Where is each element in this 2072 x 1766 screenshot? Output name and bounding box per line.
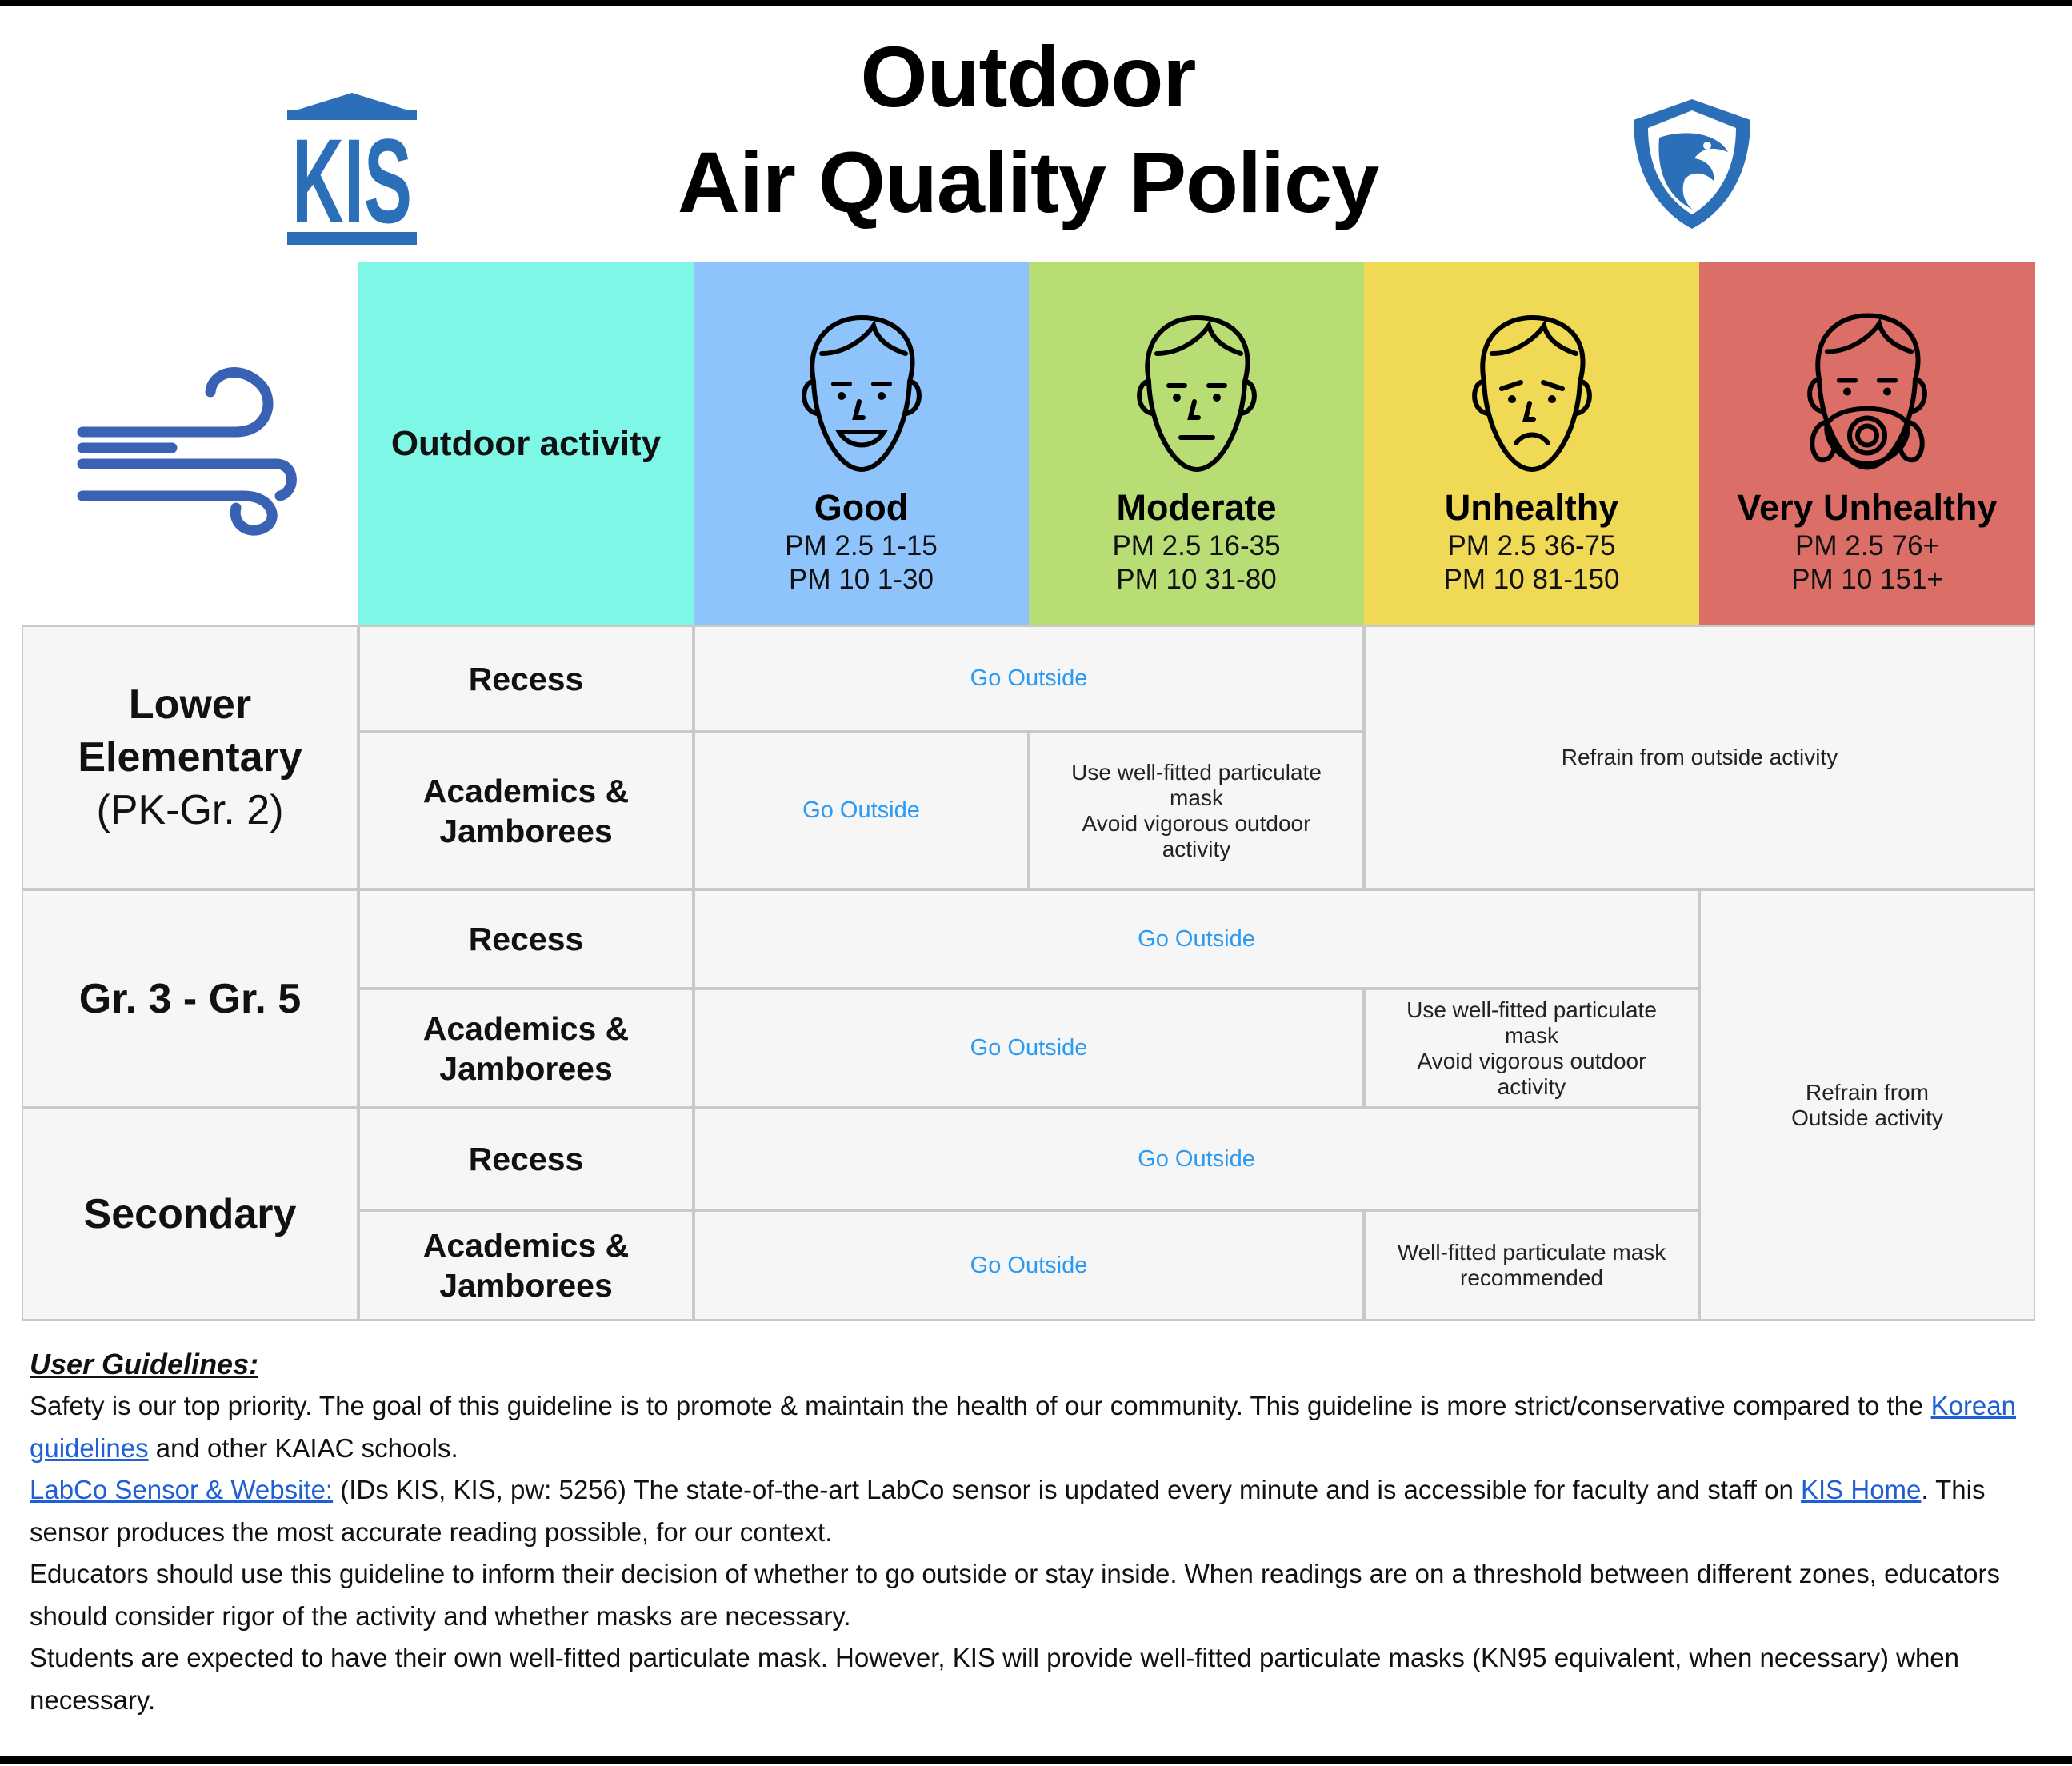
go-outside-text: Go Outside <box>1138 1145 1255 1172</box>
refrain-upper-line-2: Outside activity <box>1791 1105 1943 1130</box>
level-pm10-unhealthy: PM 10 81-150 <box>1443 564 1620 595</box>
secondary-academics-go-outside <box>694 1210 1364 1321</box>
mid-academics-mask-note <box>1364 989 1699 1108</box>
mid-academics-go-outside <box>694 989 1364 1108</box>
activity-recess <box>358 889 694 989</box>
level-moderate-header <box>1029 262 1364 625</box>
level-name-very-unhealthy: Very Unhealthy <box>1737 487 1998 528</box>
gas-mask-face-icon <box>1795 302 1939 481</box>
neutral-face-icon <box>1125 306 1269 481</box>
svg-text:KIS: KIS <box>292 114 412 248</box>
shield-eagle-icon <box>1624 96 1760 232</box>
go-outside-text: Go Outside <box>802 797 920 823</box>
level-pm25-moderate: PM 2.5 16-35 <box>1112 530 1281 561</box>
smiling-face-icon <box>790 306 934 481</box>
go-outside-text: Go Outside <box>970 665 1088 691</box>
group-lower-line-3: (PK-Gr. 2) <box>96 787 284 833</box>
guidelines-paragraph-4: Students are expected to have their own well-fitted particulate mask. However, KIS will provide well-fitted particulate masks (KN95 equivalent, when necessary) when necessary. <box>30 1643 1959 1715</box>
activity-academics-line-1: Academics & <box>422 772 630 809</box>
activity-academics <box>358 732 694 889</box>
user-guidelines <box>30 1344 2046 1721</box>
activity-academics-line-1: Academics & <box>422 1009 630 1047</box>
activity-recess <box>358 625 694 732</box>
guidelines-paragraph-3: Educators should use this guideline to inform their decision of whether to go outside or stay inside. When readings are on a threshold between different zones, educators should consider rigor of the activity and whether masks are necessary. <box>30 1559 2001 1631</box>
outdoor-activity-header <box>358 262 694 625</box>
mask-note-line-4: activity <box>1162 836 1231 861</box>
kis-home-link[interactable]: KIS Home <box>1801 1475 1922 1504</box>
group-mid-label: Gr. 3 - Gr. 5 <box>78 975 302 1022</box>
activity-academics <box>358 1210 694 1321</box>
level-name-moderate: Moderate <box>1116 487 1277 528</box>
group-secondary-label: Secondary <box>83 1191 297 1237</box>
activity-academics-line-2: Jamborees <box>439 812 613 849</box>
mask-note-line-2: mask <box>1505 1022 1558 1048</box>
go-outside-text: Go Outside <box>970 1035 1088 1061</box>
level-pm25-very-unhealthy: PM 2.5 76+ <box>1795 530 1939 561</box>
title-line-1: Outdoor <box>860 28 1196 125</box>
level-name-good: Good <box>814 487 909 528</box>
secondary-academics-mask-note <box>1364 1210 1699 1321</box>
secondary-mask-line-1: Well-fitted particulate mask <box>1397 1240 1666 1265</box>
guideline-text: (IDs KIS, KIS, pw: 5256) The state-of-the-art LabCo sensor is updated every minute and is accessible for faculty and staff on <box>333 1475 1801 1504</box>
guidelines-paragraph-2 <box>30 1469 2046 1553</box>
level-pm10-very-unhealthy: PM 10 151+ <box>1791 564 1943 595</box>
mask-note-line-3: Avoid vigorous outdoor <box>1082 810 1311 836</box>
guidelines-title: User Guidelines: <box>30 1348 259 1380</box>
mask-note-line-1: Use well-fitted particulate <box>1071 759 1322 785</box>
mask-note-line-2: mask <box>1170 785 1223 810</box>
wind-icon <box>76 352 296 536</box>
go-outside-text: Go Outside <box>1138 925 1255 952</box>
level-very-unhealthy-header <box>1699 262 2035 625</box>
activity-recess-label: Recess <box>468 921 584 957</box>
guideline-text: and other KAIAC schools. <box>148 1432 458 1463</box>
activity-academics <box>358 989 694 1108</box>
level-pm25-unhealthy: PM 2.5 36-75 <box>1447 530 1616 561</box>
secondary-recess-go-outside <box>694 1108 1699 1210</box>
kis-logo-icon <box>284 88 420 248</box>
labco-sensor-link[interactable]: LabCo Sensor & Website: <box>30 1475 334 1504</box>
activity-recess-label: Recess <box>468 1141 584 1177</box>
activity-academics-line-2: Jamborees <box>439 1267 613 1304</box>
activity-recess <box>358 1108 694 1210</box>
level-pm25-good: PM 2.5 1-15 <box>785 530 938 561</box>
mask-note-line-4: activity <box>1497 1073 1566 1099</box>
guideline-text: . This sensor produces the most accurate reading possible, for our context. <box>30 1475 1986 1547</box>
outdoor-activity-label: Outdoor activity <box>390 423 662 463</box>
refrain-upper-line-1: Refrain from <box>1805 1079 1930 1105</box>
activity-academics-line-2: Jamborees <box>439 1049 613 1087</box>
secondary-mask-line-2: recommended <box>1460 1265 1603 1290</box>
guidelines-paragraph-1 <box>30 1385 2046 1469</box>
page-title <box>624 24 1432 235</box>
top-rule <box>0 0 2072 6</box>
title-line-2: Air Quality Policy <box>677 134 1379 230</box>
level-unhealthy-header <box>1364 262 1699 625</box>
group-secondary <box>22 1108 358 1321</box>
sad-face-icon <box>1460 306 1604 481</box>
group-grade-3-5 <box>22 889 358 1108</box>
mask-note-line-3: Avoid vigorous outdoor <box>1417 1048 1646 1073</box>
level-pm10-good: PM 10 1-30 <box>789 564 934 595</box>
guideline-text: Safety is our top priority. The goal of this guideline is to promote & maintain the health of our community. This guideline is more strict/conservative compared to the <box>30 1391 1931 1420</box>
activity-academics-line-1: Academics & <box>422 1227 630 1264</box>
lower-academics-mask-note <box>1029 732 1364 889</box>
lower-refrain-cell <box>1364 625 2035 889</box>
level-pm10-moderate: PM 10 31-80 <box>1116 564 1277 595</box>
group-lower-elementary <box>22 625 358 889</box>
mid-recess-go-outside <box>694 889 1699 989</box>
mask-note-line-1: Use well-fitted particulate <box>1406 997 1657 1022</box>
go-outside-text: Go Outside <box>970 1252 1088 1278</box>
bottom-rule <box>0 1756 2072 1764</box>
level-good-header <box>694 262 1029 625</box>
level-name-unhealthy: Unhealthy <box>1444 487 1619 528</box>
refrain-text: Refrain from outside activity <box>1561 745 1838 769</box>
upper-refrain-cell <box>1699 889 2035 1321</box>
activity-recess-label: Recess <box>468 660 584 697</box>
lower-recess-go-outside <box>694 625 1364 732</box>
lower-academics-go-outside <box>694 732 1029 889</box>
group-lower-line-2: Elementary <box>78 734 302 781</box>
group-lower-line-1: Lower <box>128 681 252 728</box>
korean-guidelines-link[interactable]: Korean guidelines <box>30 1391 2016 1463</box>
